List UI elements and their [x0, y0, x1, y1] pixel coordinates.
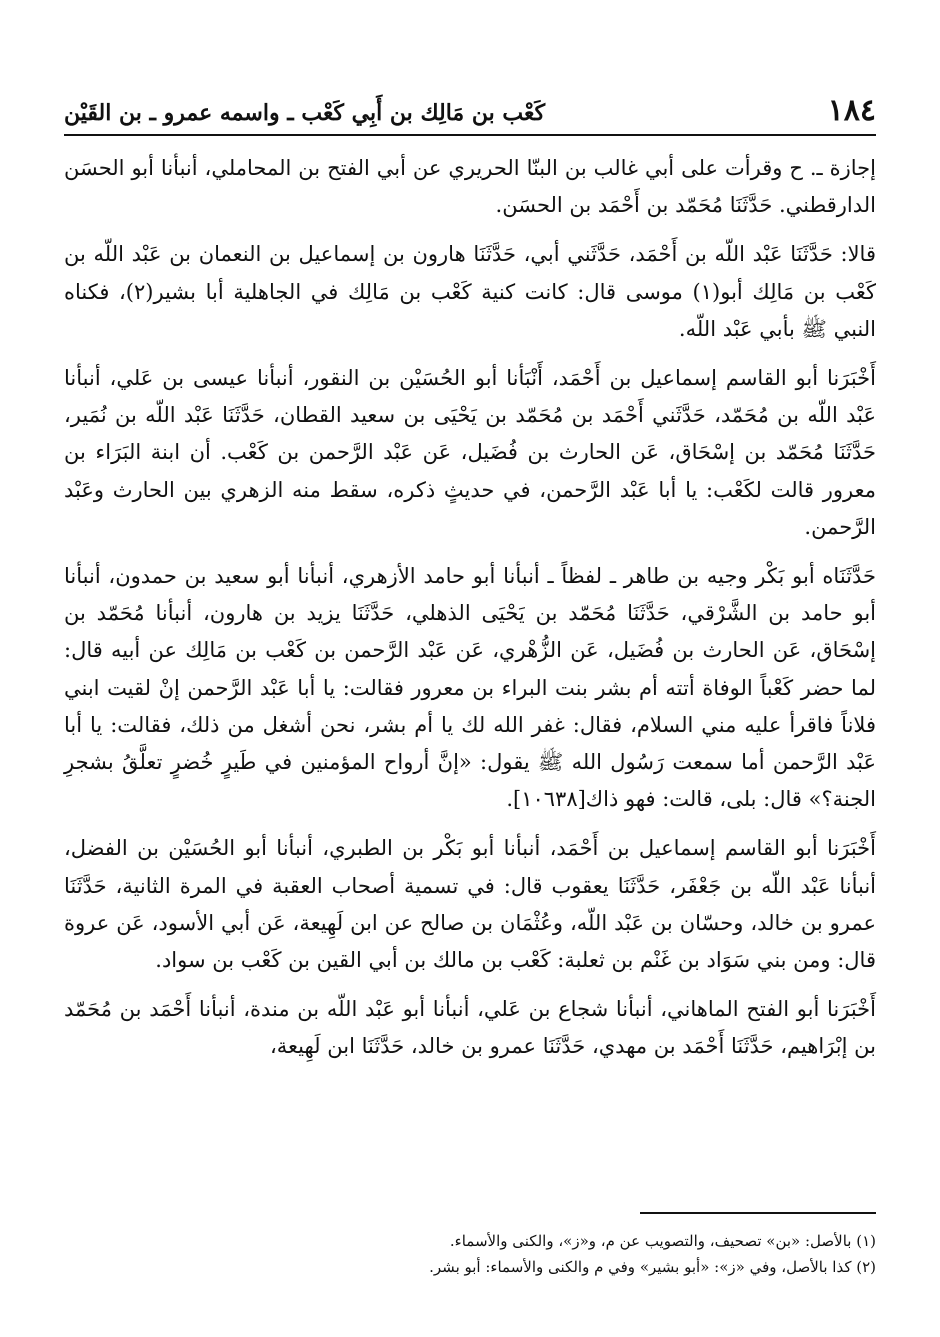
page-number: ١٨٤ — [827, 93, 876, 128]
paragraph-3: أَخْبَرَنا أبو القاسم إسماعيل بن أَحْمَد، أَنْبَأنا أبو الحُسَيْن بن النقور، أنبأنا عيسى بن عَلي، أنبأنا عَبْد اللّه بن مُحَمّد، حَدَّثَني أَحْمَد بن مُحَمّد بن يَحْيَى بن سعيد القطان، حَدَّثَنَا عَبْد اللّه بن نُمَير، حَدَّثَنَا مُحَمّد بن إسْحَاق، عَن الحارث بن فُضَيل، عَن عَبْد الرَّحمن بن كَعْب. أن ابنة البَرَاء بن معرور قالت لكَعْب: يا أبا عَبْد الرَّحمن، في حديثٍ ذكره، سقط منه الزهري بين الحارث وعَبْد الرَّحمن. — [64, 366, 876, 539]
paragraph-2: قالا: حَدَّثَنَا عَبْد اللّه بن أَحْمَد، حَدَّثَني أبي، حَدَّثَنَا هارون بن إسماعيل بن النعمان بن عَبْد اللّه بن كَعْب بن مَالِك أبو(١) موسى قال: كانت كنية كَعْب بن مَالِك في الجاهلية أبا بشير(٢)، فكناه النبي ﷺ بأبي عَبْد اللّه. — [64, 242, 877, 341]
footnote-2: (٢) كذا بالأصل، وفي «ز»: «أبو بشير» وفي م والكنى والأسماء: أبو بشر. — [429, 1258, 876, 1276]
paragraph-5: أَخْبَرَنا أبو القاسم إسماعيل بن أَحْمَد، أنبأنا أبو بَكْر بن الطبري، أنبأنا أبو الحُسَيْن بن الفضل، أنبأنا عَبْد اللّه بن جَعْفَر، حَدَّثَنَا يعقوب قال: في تسمية أصحاب العقبة في المرة الثانية، حَدَّثَنَا عمرو بن خالد، وحسّان بن عَبْد اللّه، وعُثْمَان بن صالح عن ابن لَهِيعة، عَن أبي الأسود، عَن عروة قال: ومن بني سَوَاد بن غَنْم بن ثعلبة: كَعْب بن مالك بن أبي القين بن كَعْب بن سواد. — [64, 836, 877, 973]
running-title: كَعْب بن مَالِك بن أَبِي كَعْب ـ واسمه عمرو ـ بن القَيْن — [64, 100, 546, 126]
page-header — [64, 80, 876, 136]
paragraph-4: حَدَّثَنَاه أبو بَكْر وجيه بن طاهر ـ لفظاً ـ أنبأنا أبو حامد الأزهري، أنبأنا أبو سعيد بن حمدون، أنبأنا أبو حامد بن الشَّرْقي، حَدَّثَنَا مُحَمّد بن يَحْيَى الذهلي، حَدَّثَنَا يزيد بن هارون، أنبأنا مُحَمّد بن إسْحَاق، عَن الحارث بن فُضَيل، عَن الزُّهْري، عَن عَبْد الرَّحمن بن كَعْب بن مَالِك عن أبيه قال: لما حضر كَعْباً الوفاة أتته أم بشر بنت البراء بن معرور فقالت: يا أبا عَبْد الرَّحمن إنْ لقيت ابني فلاناً فاقرأ عليه مني السلام، فقال: غفر الله لك يا أم بشر، نحن أشغل من ذلك، فقالت: يا أبا عَبْد الرَّحمن أما سمعت رَسُول الله ﷺ يقول: «إنَّ أرواح المؤمنين في طَيرٍ خُضرٍ تعلَّقُ بشجرِ الجنة؟» قال: بلى، قالت: فهو ذاك[١٠٦٣٨]. — [64, 564, 876, 812]
footnote-1: (١) بالأصل: «بن» تصحيف، والتصويب عن م، و«ز»، والكنى والأسماء. — [449, 1232, 876, 1250]
paragraph-1: إجازة ـ. ح وقرأت على أبي غالب بن البنّا الحريري عن أبي الفتح بن المحاملي، أنبأنا أبو الحسَن الدارقطني. حَدَّثَنَا مُحَمّد بن أَحْمَد بن الحسَن. — [64, 156, 876, 218]
footnote-divider — [640, 1212, 876, 1214]
footnotes — [64, 1212, 876, 1280]
paragraph-6: أَخْبَرَنا أبو الفتح الماهاني، أنبأنا شجاع بن عَلي، أنبأنا أبو عَبْد اللّه بن مندة، أنبأنا أَحْمَد بن مُحَمّد بن إبْرَاهيم، حَدَّثَنَا أَحْمَد بن مهدي، حَدَّثَنَا عمرو بن خالد، حَدَّثَنَا ابن لَهِيعة، — [64, 997, 876, 1059]
main-text — [64, 150, 876, 1078]
